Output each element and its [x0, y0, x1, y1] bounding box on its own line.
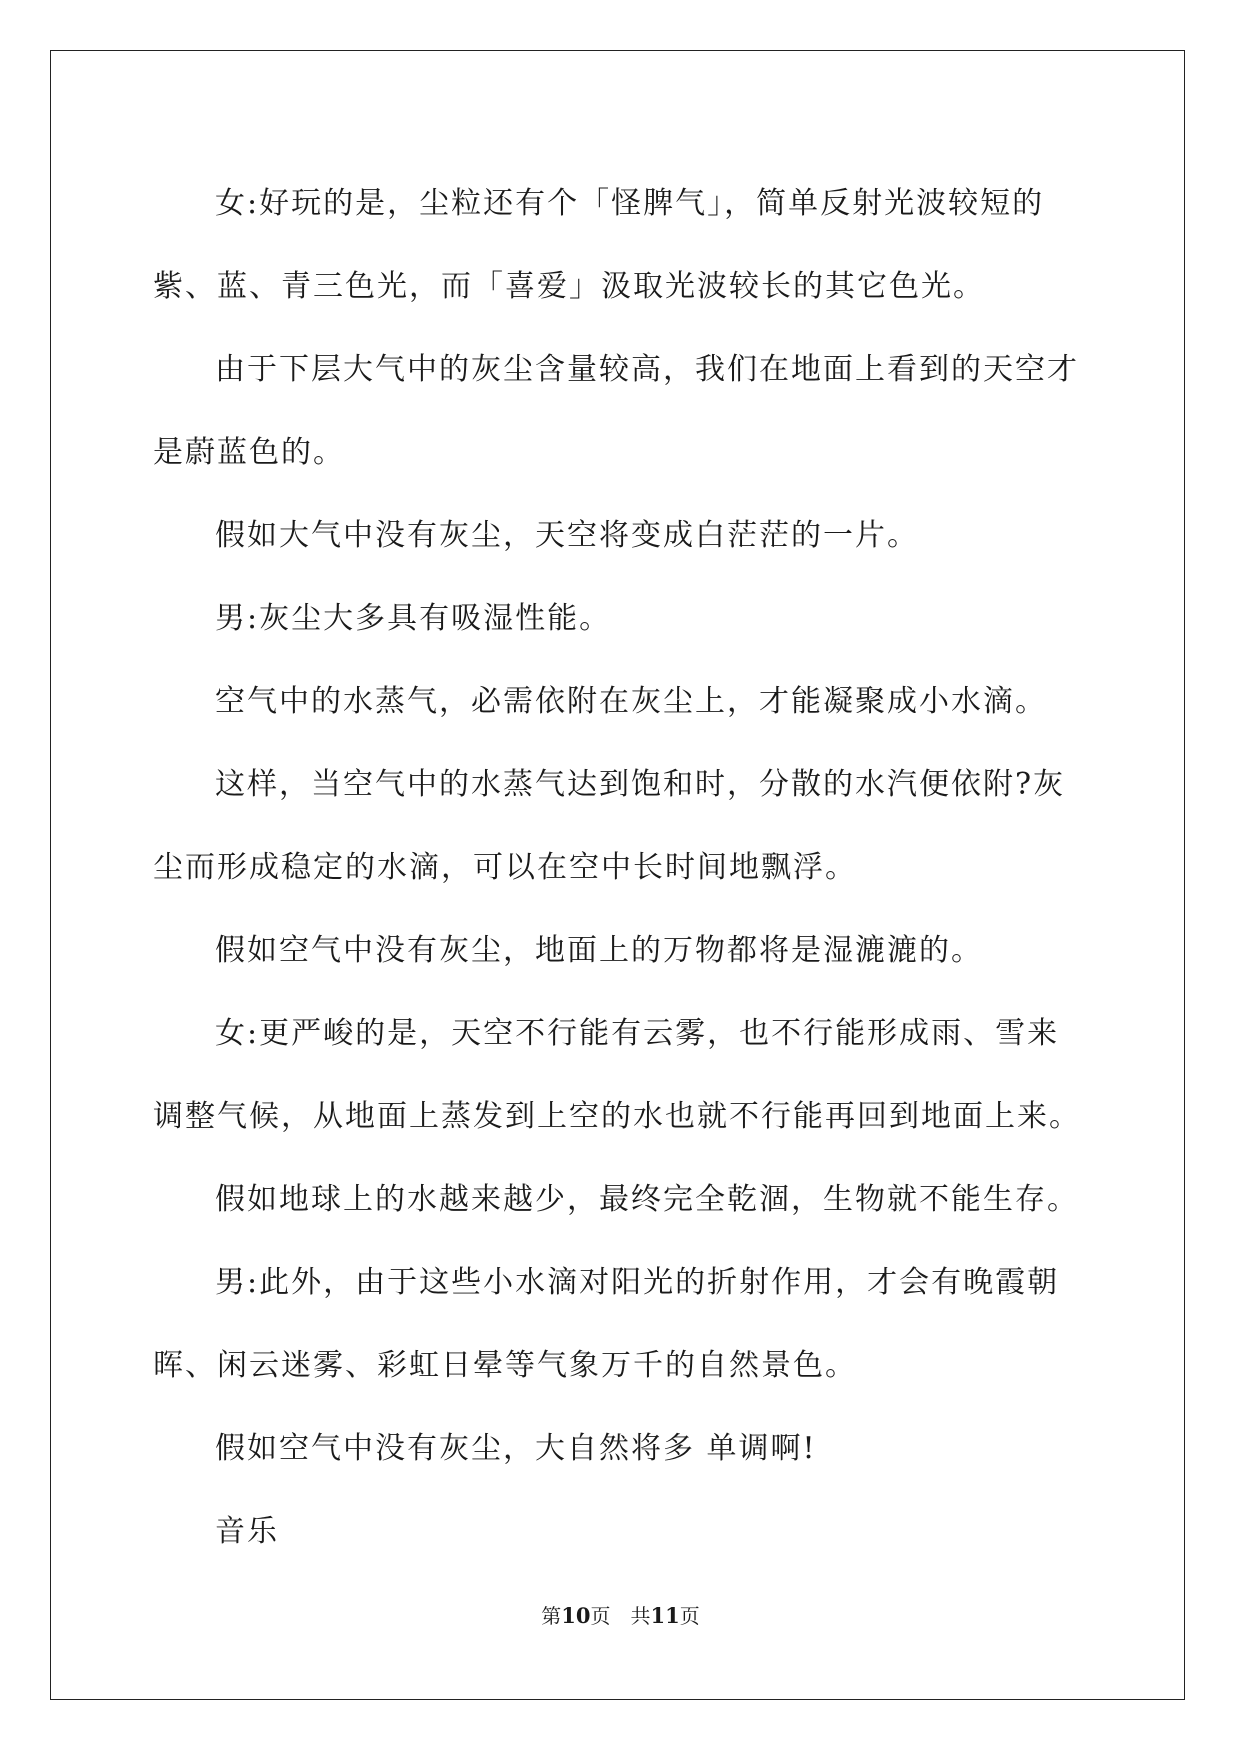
footer-middle: 页 共	[590, 1604, 651, 1628]
paragraph: 由于下层大气中的灰尘含量较高，我们在地面上看到的天空才是蔚蓝色的。	[153, 352, 1079, 470]
paragraph: 男:此外，由于这些小水滴对阳光的折射作用，才会有晚霞朝晖、闲云迷雾、彩虹日晕等气象万千的自然景色。	[153, 1265, 1060, 1383]
paragraph: 女:更严峻的是，天空不行能有云雾，也不行能形成雨、雪来调整气候，从地面上蒸发到上空的水也就不行能再回到地面上来。	[153, 1016, 1081, 1134]
footer-suffix: 页	[679, 1604, 700, 1628]
paragraph: 假如空气中没有灰尘，地面上的万物都将是湿漉漉的。	[215, 933, 983, 968]
paragraph: 音乐	[215, 1514, 279, 1549]
total-page-count: 11	[650, 1603, 680, 1628]
footer-prefix: 第	[541, 1604, 562, 1628]
paragraph: 假如地球上的水越来越少，最终完全乾涸，生物就不能生存。	[215, 1182, 1079, 1217]
paragraph: 男:灰尘大多具有吸湿性能。	[215, 601, 612, 636]
document-body	[153, 162, 1088, 1573]
paragraph: 假如空气中没有灰尘，大自然将多 单调啊!	[215, 1431, 817, 1466]
paragraph: 这样，当空气中的水蒸气达到饱和时，分散的水汽便依附?灰尘而形成稳定的水滴，可以在空中长时间地飘浮。	[153, 767, 1066, 885]
paragraph: 女:好玩的是，尘粒还有个「怪脾气」，简单反射光波较短的紫、蓝、青三色光，而「喜爱」汲取光波较长的其它色光。	[153, 186, 1045, 304]
current-page-number: 10	[561, 1603, 591, 1628]
page-footer	[0, 1600, 1241, 1629]
paragraph: 假如大气中没有灰尘，天空将变成白茫茫的一片。	[215, 518, 919, 553]
paragraph: 空气中的水蒸气，必需依附在灰尘上，才能凝聚成小水滴。	[215, 684, 1047, 719]
